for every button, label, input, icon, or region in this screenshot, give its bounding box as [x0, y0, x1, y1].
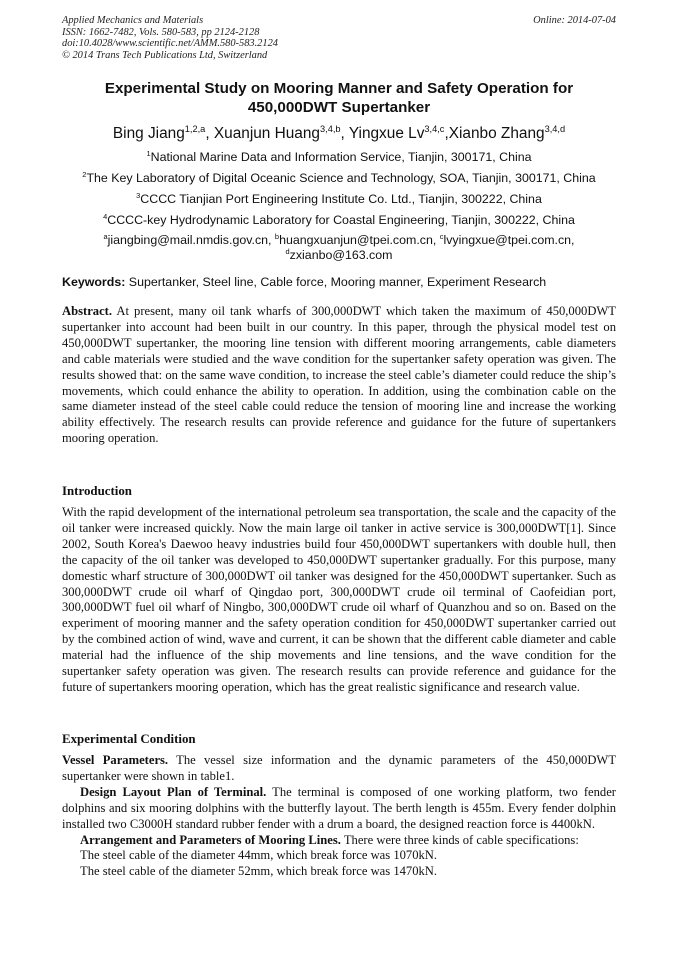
- issn-line: ISSN: 1662-7482, Vols. 580-583, pp 2124-2128: [62, 26, 260, 38]
- author-name: Yingxue Lv: [348, 125, 425, 142]
- arrangement-paragraph: [62, 833, 616, 849]
- author-name: Xianbo Zhang: [448, 125, 545, 142]
- author-list: [62, 124, 616, 143]
- introduction-body: [62, 505, 616, 696]
- arrangement-text: There were three kinds of cable specifications:: [340, 832, 579, 847]
- affiliation: [62, 168, 616, 189]
- arrangement-label: Arrangement and Parameters of Mooring Lines.: [80, 832, 341, 847]
- journal-name: Applied Mechanics and Materials: [62, 15, 204, 26]
- abstract-text: At present, many oil tank wharfs of 300,000DWT which taken the maximum of 450,000DWT supertanker into account had been built in our country. In this paper, through the physical model test on 450,000DWT supertanker, the mooring line tension with different mooring arrangements, cable diameters and cable materials were studied and the wave condition for the supertanker safety operation was given. The results showed that: on the same wave condition, to increase the steel cable’s diameter could reduce the ship’s movements, which could enhance the ability to operation. In addition, using the combination cable on the same diameter instead of the steel cable could reduce the tension of mooring line and increase the working ability effectively. The research results can provide reference and guidance for the future of supertankers mooring operation.: [62, 304, 616, 446]
- introduction-heading: Introduction: [62, 484, 132, 498]
- cable-spec-1: The steel cable of the diameter 44mm, which break force was 1070kN.: [80, 848, 438, 863]
- affiliation-text: CCCC-key Hydrodynamic Laboratory for Coastal Engineering, Tianjin, 300222, China: [107, 213, 575, 227]
- email-a[interactable]: jiangbing@mail.nmdis.gov.cn,: [107, 233, 275, 247]
- email-list: $^a$jiangbing@mail.nmdis.gov.cn, $^b$huangxuanjun@tpei.com.cn, $^c$lvyingxue@tpei.com.cn, $^d$zxianbo@163.com: [103, 231, 575, 262]
- doi-line: doi:10.4028/www.scientific.net/AMM.580-583.2124: [62, 38, 278, 50]
- keywords-label: Keywords:: [62, 275, 126, 289]
- author-separator: ,: [205, 125, 214, 142]
- affiliation: [62, 147, 616, 168]
- affiliation-superscript: 1: [146, 148, 151, 158]
- vessel-text: The vessel size information and the dynamic parameters of the 450,000DWT supertanker were shown in table1.: [62, 753, 617, 783]
- experimental-body: [62, 753, 616, 880]
- copyright-line: © 2014 Trans Tech Publications Ltd, Switzerland: [62, 49, 268, 61]
- author-superscript: 3,4,b: [320, 123, 341, 134]
- vessel-paragraph: [62, 753, 616, 785]
- affiliation: [62, 189, 616, 210]
- affiliation-superscript: 3: [136, 190, 141, 200]
- author-superscript: 3,4,c: [424, 123, 445, 134]
- keywords-text: Supertanker, Steel line, Cable force, Mooring manner, Experiment Research: [125, 275, 547, 289]
- online-date: Online: 2014-07-04: [533, 15, 616, 26]
- author-superscript: 3,4,d: [544, 123, 566, 134]
- affiliation-list: [62, 147, 616, 263]
- design-text: The terminal is composed of one working platform, two fender dolphins and six mooring dolphins with the butterfly layout. The berth length is 455m. Every fender dolphin installed two C3000H standard rubber fender with a drum a board, the designed reaction force is 4400kN.: [62, 784, 616, 831]
- experimental-heading: Experimental Condition: [62, 732, 196, 746]
- paper-title: [62, 80, 616, 117]
- author-name: Xuanjun Huang: [213, 125, 320, 142]
- introduction-text: With the rapid development of the international petroleum sea transportation, the scale and the capacity of the oil tanker were increased quickly. Now the main large oil tanker in active service is 300,000DWT[1]. Since 2002, South Korea's Daewoo heavy industries build four 450,000DWT supertankers with double hull, then the capacity of the oil tanker was developed to 450,000DWT supertanker gradually. For this purpose, many domestic wharf structure of 300,000DWT oil tanker was designed for the 450,000DWT supertanker. Such as 300,000DWT crude oil wharf of Qingdao port, 300,000DWT crude oil terminal of Caofeidian port, 300,000DWT fuel oil wharf of Ningbo, 300,000DWT crude oil wharf of Quanzhou and so on. Based on the experiment of mooring manner and the safety operation condition for 450,000DWT supertanker carried out by the combined action of wind, wave and current, it can be shown that the different cable diameter and cable material had the influence of the ship movements and line tensions, and the wave condition for the supertanker safety operation was given. The research results can provide reference and guidance for the future of supertankers mooring operation, which has the great realistic significance and research value.: [62, 505, 616, 694]
- cable-spec-2: The steel cable of the diameter 52mm, which break force was 1470kN.: [80, 864, 438, 879]
- email-d[interactable]: zxianbo@163.com: [289, 248, 393, 262]
- author-separator: ,: [340, 125, 349, 142]
- title-line-1: Experimental Study on Mooring Manner and Safety Operation for: [104, 80, 574, 97]
- affiliation: [62, 210, 616, 231]
- email-c[interactable]: lvyingxue@tpei.com.cn,: [443, 233, 575, 247]
- vessel-label: Vessel Parameters.: [62, 753, 169, 767]
- design-paragraph: [62, 785, 616, 833]
- affiliation-text: National Marine Data and Information Service, Tianjin, 300171, China: [150, 150, 532, 164]
- design-label: Design Layout Plan of Terminal.: [80, 784, 267, 799]
- author-separator: ,: [444, 125, 449, 142]
- affiliation-text: The Key Laboratory of Digital Oceanic Science and Technology, SOA, Tianjin, 300171, China: [86, 171, 596, 185]
- abstract: [62, 304, 616, 447]
- journal-header: [62, 15, 616, 61]
- author-name: Bing Jiang: [112, 125, 185, 142]
- affiliation-superscript: 2: [82, 169, 87, 179]
- email-b[interactable]: huangxuanjun@tpei.com.cn,: [279, 233, 440, 247]
- author-superscript: 1,2,a: [184, 123, 206, 134]
- affiliation-superscript: 4: [103, 211, 108, 221]
- title-line-2: 450,000DWT Supertanker: [247, 98, 431, 116]
- affiliation-text: CCCC Tianjian Port Engineering Institute Co. Ltd., Tianjin, 300222, China: [140, 192, 542, 206]
- keywords: [62, 275, 616, 290]
- abstract-label: Abstract.: [62, 304, 113, 318]
